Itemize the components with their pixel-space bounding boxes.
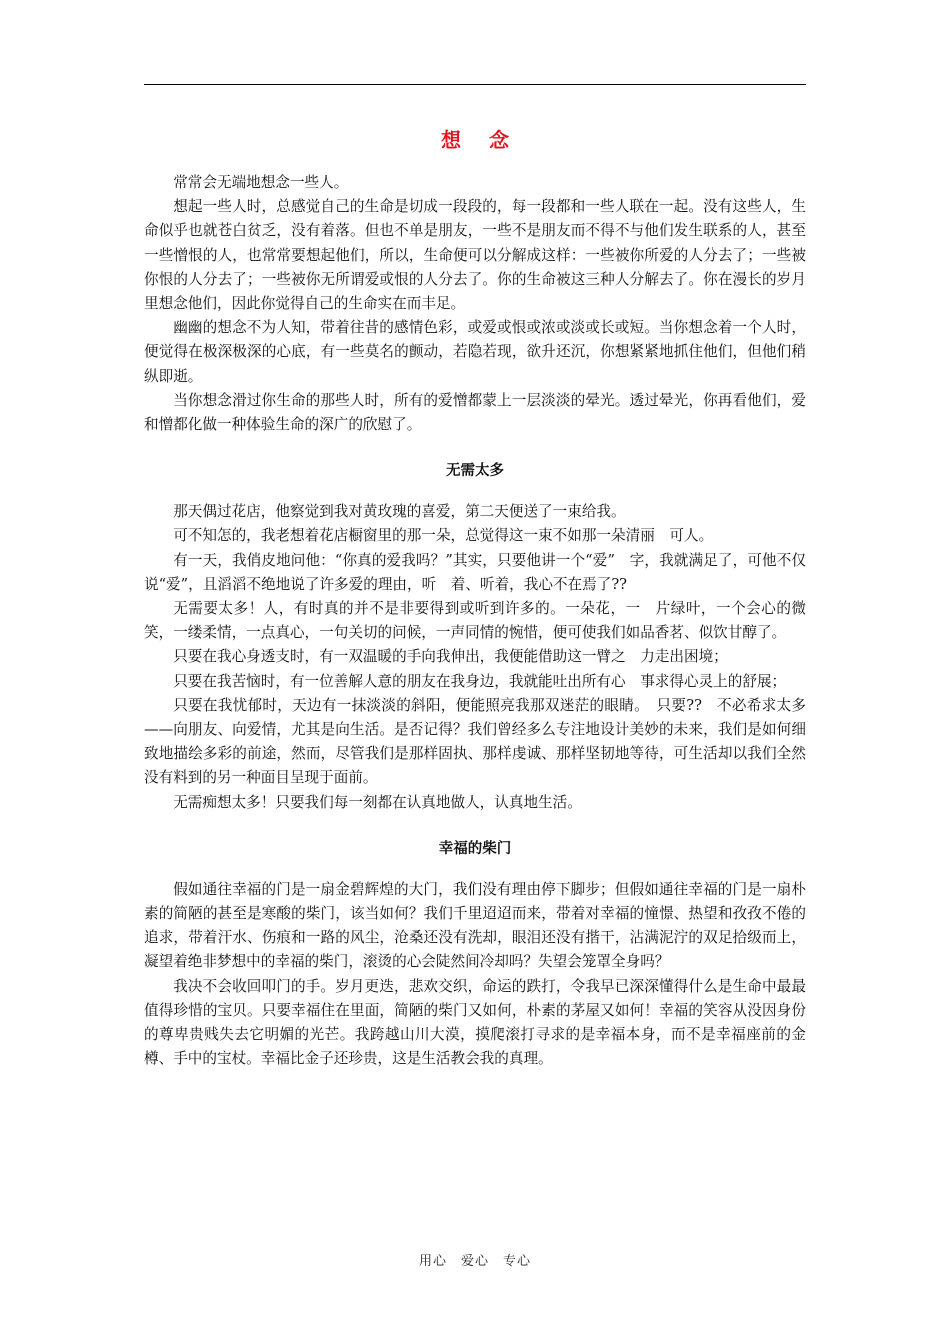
paragraph: 那天偶过花店，他察觉到我对黄玫瑰的喜爱，第二天便送了一束给我。	[173, 503, 626, 521]
paragraph: 只要在我心身透支时，有一双温暖的手向我伸出，我便能借助这一臂之 力走出困境；	[173, 648, 728, 666]
paragraph: 可不知怎的，我老想着花店橱窗里的那一朵，总觉得这一束不如那一朵清丽 可人。	[173, 527, 714, 545]
page-footer: 用心 爱心 专心	[418, 1254, 531, 1269]
paragraph: 只要在我苦恼时，有一位善解人意的朋友在我身边，我就能吐出所有心 事求得心灵上的舒展；	[173, 672, 787, 690]
paragraph: 当你想念滑过你生命的那些人时，所有的爱憎都蒙上一层淡淡的晕光。透过晕光，你再看他们，爱和憎都化做一种体验生命的深广的欣慰了。	[144, 391, 806, 434]
paragraph: 我决不会收回叩门的手。岁月更迭，悲欢交织，命运的跌打，令我早已深深懂得什么是生命中最最值得珍惜的宝贝。只要幸福住在里面，简陋的柴门又如何，朴素的茅屋又如何！幸福的笑容从没因身份的尊卑贵贱失去它明媚的光芒。我跨越山川大漠，摸爬滚打寻求的是幸福本身，而不是幸福座前的金樽、手中的宝杖。幸福比金子还珍贵，这是生活教会我的真理。	[144, 977, 806, 1068]
paragraph: 无需要太多！人，有时真的并不是非要得到或听到许多的。一朵花，一 片绿叶，一个会心的微笑，一缕柔情，一点真心，一句关切的问候，一声同情的惋惜，便可使我们如品香茗、似饮甘醇了。	[144, 600, 806, 642]
document-body	[144, 118, 806, 1072]
paragraph: 想起一些人时，总感觉自己的生命是切成一段段的，每一段都和一些人联在一起。没有这些人，生命似乎也就苍白贫乏，没有着落。但也不单是朋友，一些不是朋友而不得不与他们发生联系的人，甚至一些憎恨的人，也常常要想起他们，所以，生命便可以分解成这样：一些被你所爱的人分去了；一些被你恨的人分去了；一些被你无所谓爱或恨的人分去了。你的生命被这三种人分解去了。你在漫长的岁月里想念他们，因此你觉得自己的生命实在而丰足。	[144, 198, 806, 313]
header-rule	[144, 84, 806, 85]
paragraph: 常常会无端地想念一些人。	[173, 174, 349, 191]
paragraph: 幽幽的想念不为人知，带着往昔的感情色彩，或爱或恨或浓或淡或长或短。当你想念着一个人时，便觉得在极深极深的心底，有一些莫名的颤动，若隐若现，欲升还沉，你想紧紧地抓住他们，但他们稍纵即逝。	[144, 319, 806, 385]
essay-title-3: 幸福的柴门	[438, 840, 512, 857]
paragraph: 有一天，我俏皮地问他：“你真的爱我吗？”其实，只要他讲一个“爱” 字，我就满足了，可他不仅说“爱”，且滔滔不绝地说了许多爱的理由，听 着、听着，我心不在焉了??	[144, 551, 806, 593]
paragraph: 无需痴想太多！只要我们每一刻都在认真地做人，认真地生活。	[173, 793, 582, 811]
essay-title-1: 想念	[441, 128, 537, 152]
paragraph: 只要在我忧郁时，天边有一抹淡淡的斜阳，便能照亮我那双迷茫的眼睛。 只要?? 不必希求太多——向朋友、向爱情，尤其是向生活。是否记得？我们曾经多么专注地设计美妙的未来，我们是如何细致地描绘多彩的前途，然而，尽管我们是那样固执、那样虔诚、那样坚韧地等待，可生活却以我们全然没有料到的另一种面目呈现于面前。	[144, 696, 806, 787]
essay-title-2: 无需太多	[446, 463, 504, 480]
paragraph: 假如通往幸福的门是一扇金碧辉煌的大门，我们没有理由停下脚步；但假如通往幸福的门是一扇朴素的简陋的甚至是寒酸的柴门，该当如何？我们千里迢迢而来，带着对幸福的憧憬、热望和孜孜不倦的追求，带着汗水、伤痕和一路的风尘，沧桑还没有洗却，眼泪还没有揩干，沾满泥泞的双足拾级而上，凝望着绝非梦想中的幸福的柴门，滚烫的心会陡然间冷却吗？失望会笼罩全身吗？	[144, 880, 806, 971]
